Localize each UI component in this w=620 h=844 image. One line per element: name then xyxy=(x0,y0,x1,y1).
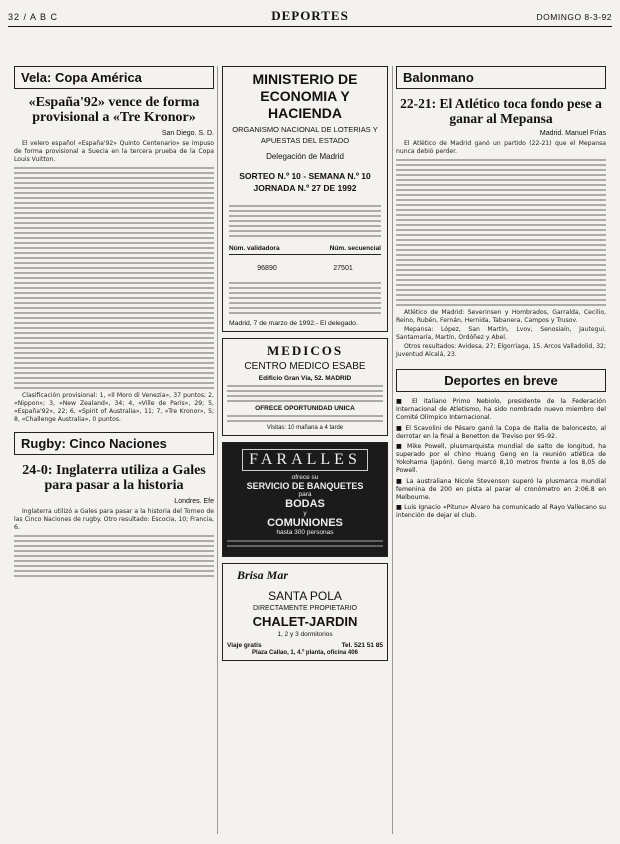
text-lines xyxy=(227,415,383,422)
dateline-sailing: San Diego. S. D. xyxy=(161,129,214,137)
th-validation: Núm. validadora xyxy=(229,245,280,253)
section-title: DEPORTES xyxy=(271,8,349,23)
ad-brisa-town: SANTA POLA xyxy=(268,589,342,604)
delegation: Delegación de Madrid xyxy=(266,152,344,162)
signature-line: Madrid, 7 de marzo de 1992.- El delegado. xyxy=(229,320,358,328)
ad-brisa-address: Plaza Callao, 1, 4.º planta, oficina 406 xyxy=(252,650,358,657)
column-divider xyxy=(392,66,393,834)
headline-handball: 22-21: El Atlético toca fondo pese a ganar al Mepansa xyxy=(400,96,602,126)
lineups xyxy=(396,309,606,359)
ad-medicos-title: MEDICOS xyxy=(266,343,344,359)
header-rule xyxy=(8,26,612,27)
list-item: ■ Luis Ignacio «Pituru» Alvaro ha comunicado al Rayo Vallecano su intención de dejar el club. xyxy=(396,504,606,520)
issue-date: DOMINGO 8-3-92 xyxy=(536,12,612,22)
ad-brisa-line3: 1, 2 y 3 dormitorios xyxy=(277,631,333,639)
draw-info: SORTEO N.º 10 - SEMANA N.º 10 JORNADA N.º 27 DE 1992 xyxy=(239,171,371,194)
ad-brisa-mar xyxy=(222,563,388,661)
paragraph: Inglaterra utilizó a Gales para pasar a la historia del Torneo de las Cinco Naciones de rugby. Otro resultado: Escocia, 10; Francia, 6. xyxy=(14,507,214,531)
column-right xyxy=(396,66,606,523)
text-lines xyxy=(14,167,214,389)
paragraph: El Atlético de Madrid ganó un partido (22-21) que el Mepansa nunca debió perder. xyxy=(396,139,606,155)
article-body-sailing xyxy=(14,140,214,164)
ad-faralles-line7: hasta 300 personas xyxy=(276,529,334,537)
paragraph: Atlético de Madrid: Severinsen y Hombrados, Garralda, Cecilio, Reino, Rubén, Fernán, Hernida, Tabanera, Campos y Trusov. xyxy=(396,308,606,324)
ad-medicos-name: CENTRO MEDICO ESABE xyxy=(244,361,366,373)
standings-paragraph xyxy=(14,392,214,424)
ad-faralles-line6: COMUNIONES xyxy=(267,517,343,530)
validation-number: 96890 xyxy=(257,265,277,273)
list-item: ■ La australiana Nicole Stevenson superó la plusmarca mundial femenina de 200 en pista al parar el cronómetro en 2:06.8 en Melbourne. xyxy=(396,477,606,501)
article-body-handball xyxy=(396,140,606,156)
list-item: ■ El italiano Primo Nebiolo, presidente de la Federación Internacional de Atletismo, ha sido nombrado nuevo miembro del Comité Olímpico Internacional. xyxy=(396,397,606,422)
text-lines xyxy=(14,535,214,577)
text-lines xyxy=(229,205,381,237)
dateline-rugby: Londres. Efe xyxy=(174,497,214,505)
section-box-rugby: Rugby: Cinco Naciones xyxy=(14,432,214,455)
brief-text: El italiano Primo Nebiolo, presidente de la Federación Internacional de Atletismo, ha sido nombrado nuevo miembro del Comité Olímpico Internacional. xyxy=(396,397,606,422)
briefs-list xyxy=(396,398,606,521)
column-divider xyxy=(217,66,218,834)
ad-brisa-line2: CHALET-JARDIN xyxy=(252,614,358,630)
paragraph: Otros resultados: Avidesa, 27; Elgorriaga, 15. Arcos Valladolid, 32; Juventud Alcalá, 23. xyxy=(396,342,606,358)
section-box-briefs: Deportes en breve xyxy=(396,369,606,392)
ad-faralles xyxy=(222,442,388,557)
ministry-title: MINISTERIO DE ECONOMIA Y HACIENDA xyxy=(252,71,358,121)
dateline-handball: Madrid. Manuel Frías xyxy=(539,129,606,137)
sequence-number: 27501 xyxy=(333,265,353,273)
validation-table-row xyxy=(229,265,381,272)
ad-brisa-line1: DIRECTAMENTE PROPIETARIO xyxy=(253,605,357,613)
headline-sailing: «España'92» vence de forma provisional a «Tre Kronor» xyxy=(28,95,200,126)
text-lines xyxy=(396,159,606,306)
brief-text: La australiana Nicole Stevenson superó la plusmarca mundial femenina de 200 en pista al parar el cronómetro en 2:06.8 en Melbourne. xyxy=(396,477,606,501)
paragraph: Clasificación provisional: 1, «Il Moro di Venezia», 37 puntos; 2, «Nippon»; 3, «New Zealand», 34; 4, «Ville de Paris», 29; 5, «España'92», 22; 6, «Spirit of Australia», 11; 7, «Tre Kronor», 5; 8, «Challenge Australia», 0 puntos. xyxy=(14,391,214,423)
ad-medicos xyxy=(222,338,388,436)
list-item: ■ Mike Powell, plusmarquista mundial de salto de longitud, ha superado por el chino Huang Geng en la reunión atlética de Yokohama (Japón). Geng marcó 8,10 metros frente a los 8,05 de Powell. xyxy=(396,442,606,475)
text-lines xyxy=(227,540,383,547)
column-center xyxy=(222,66,388,661)
page-number: 32 / A B C xyxy=(8,12,59,22)
ad-faralles-line1: ofrece su xyxy=(291,474,319,482)
ad-brisa-phone: Tel. 521 51 85 xyxy=(341,642,383,650)
list-item: ■ El Scavolini de Pésaro ganó la Copa de Italia de baloncesto, al derrotar en la final a Benetton de Treviso por 95-92. xyxy=(396,424,606,440)
paragraph: El velero español «España'92» Quinto Centenario» se impuso de forma provisional a Suecia en la tercera prueba de la Copa Louis Vuitton. xyxy=(14,139,214,163)
ministry-subtitle: ORGANISMO NACIONAL DE LOTERIAS Y APUESTAS DEL ESTADO xyxy=(232,125,378,145)
validation-table-header xyxy=(229,245,381,255)
th-sequence: Núm. secuencial xyxy=(329,245,381,253)
page-header xyxy=(8,8,612,48)
lottery-notice xyxy=(222,66,388,332)
ad-medicos-hours: Visitas: 10 mañana a 4 tarde xyxy=(266,425,344,432)
text-lines xyxy=(227,385,383,402)
brief-text: Mike Powell, plusmarquista mundial de salto de longitud, ha superado por el chino Huang Geng en la reunión atlética de Yokohama (Japón). Geng marcó 8,10 metros frente a los 8,05 de Powell. xyxy=(396,442,606,475)
ad-faralles-line2: SERVICIO DE BANQUETES xyxy=(246,481,364,492)
paragraph: Mepansa: López, San Martín, Lvov, Senosiaín, Jautegui, Santamaría, Martín, Ordóñez y Abel. xyxy=(396,325,606,341)
section-box-handball: Balonmano xyxy=(396,66,606,89)
ad-medicos-address: Edificio Gran Vía, 52. MADRID xyxy=(258,375,352,383)
ad-faralles-line5: y xyxy=(303,510,307,518)
ad-brisa-brand: Brisa Mar xyxy=(237,568,289,583)
brief-text: El Scavolini de Pésaro ganó la Copa de Italia de baloncesto, al derrotar en la final a Benetton de Treviso por 95-92. xyxy=(396,424,606,440)
headline-rugby: 24-0: Inglaterra utiliza a Gales para pasar a la historia xyxy=(22,463,206,494)
ad-medicos-offer: OFRECE OPORTUNIDAD UNICA xyxy=(255,405,355,413)
text-lines xyxy=(229,282,381,314)
ad-faralles-line3: para xyxy=(298,491,312,499)
section-box-sailing: Vela: Copa América xyxy=(14,66,214,89)
ad-faralles-brand: FARALLES xyxy=(242,449,368,471)
column-left xyxy=(14,66,214,580)
brief-text: Luis Ignacio «Pituru» Alvaro ha comunicado al Rayo Vallecano su intención de dejar el club. xyxy=(396,504,606,520)
ad-brisa-agency: Viaje gratis xyxy=(227,642,262,650)
article-body-rugby xyxy=(14,508,214,532)
ad-brisa-footer xyxy=(227,642,383,649)
ad-faralles-line4: BODAS xyxy=(285,498,325,511)
